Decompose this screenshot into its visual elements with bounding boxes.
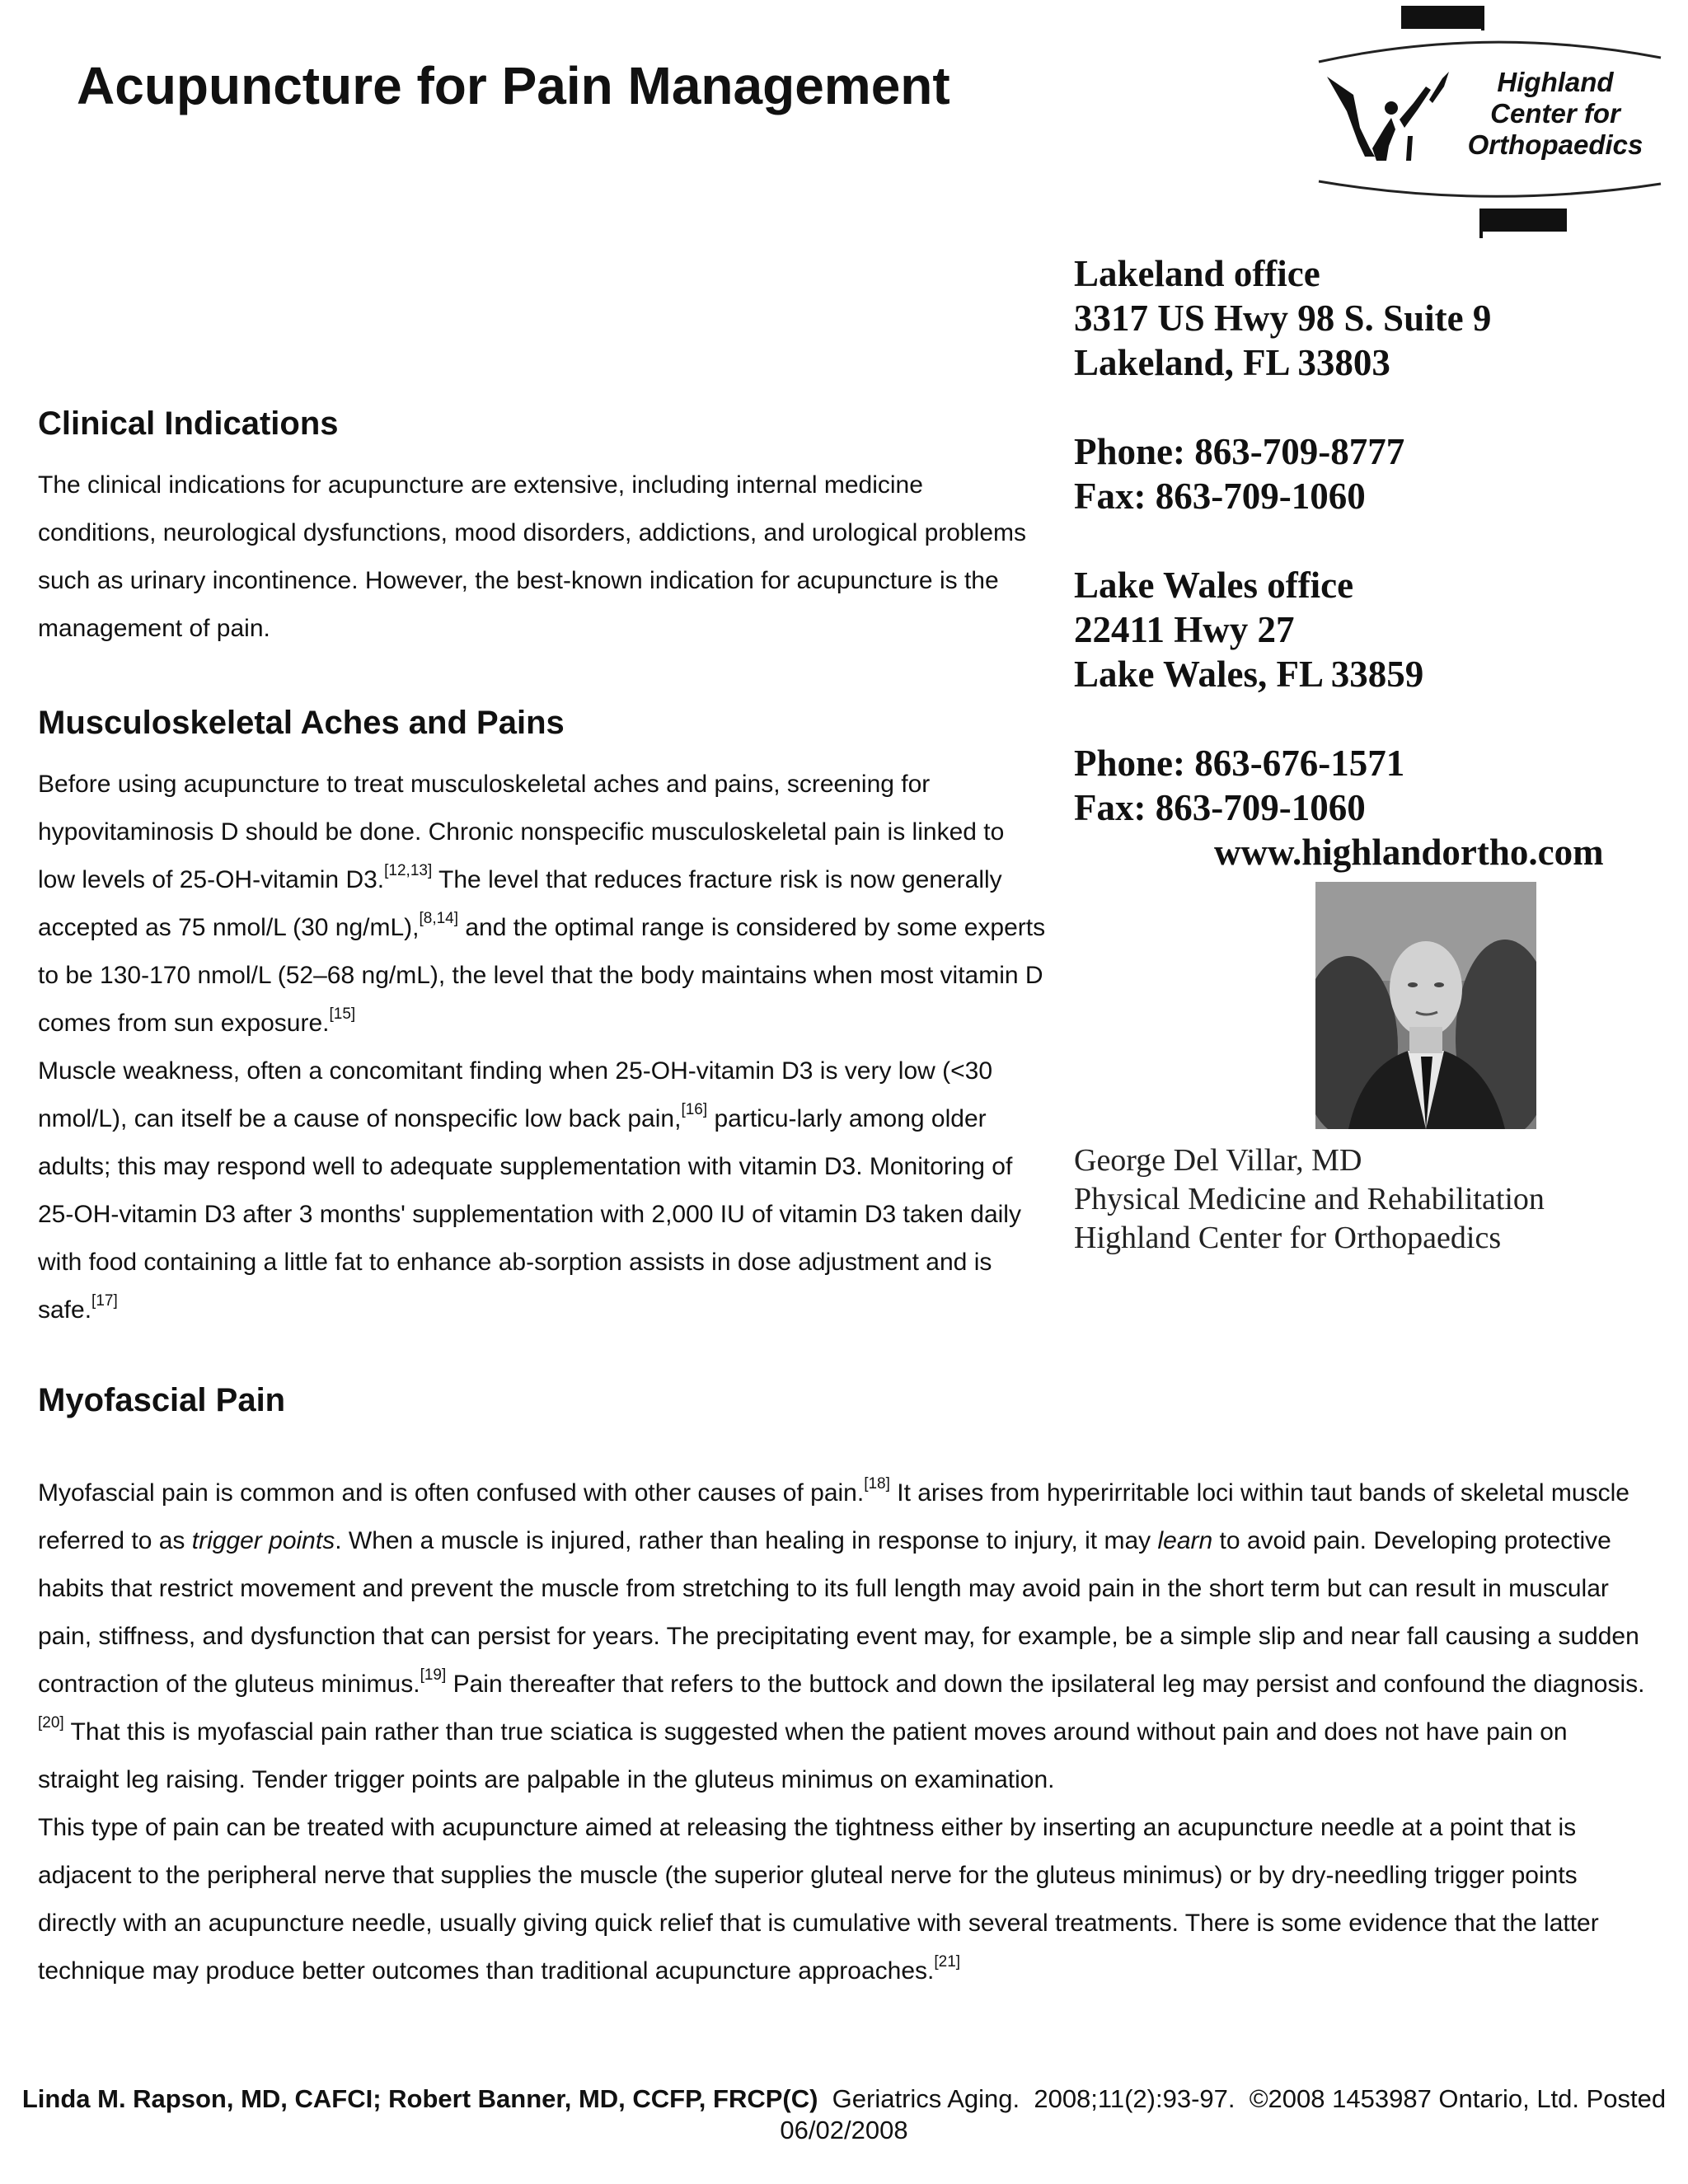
citation-ref: [19] <box>420 1666 447 1684</box>
msk-text-2: The level that reduces fracture risk is now generally accepted as 75 nmol/L (30 ng/mL), <box>38 866 1002 941</box>
msk-text-1: Before using acupuncture to treat musculoskeletal aches and pains, screening for hypovitaminosis D should be done. Chronic nonspecific musculoskeletal pain is linked to low levels of 25-OH-vitamin D3. <box>38 771 1005 893</box>
myo-text-7: This type of pain can be treated with acupuncture aimed at releasing the tightness either by inserting an acupuncture needle at a point that is adjacent to the peripheral nerve that supplies the muscle (the superior gluteal nerve for the gluteus minimus) or by dry-needling trigger points directly with an acupuncture needle, usually giving quick relief that is cumulative with several treatments. There is some evidence that the latter technique may produce better outcomes than traditional acupuncture approaches. <box>38 1814 1599 1985</box>
lakeland-city: Lakeland, FL 33803 <box>1074 342 1390 383</box>
clinical-paragraph: The clinical indications for acupuncture are extensive, including internal medicine conditions, neurological dysfunctions, mood disorders, addictions, and urological problems such as urinary incontinence. However, the best-known indication for acupuncture is the management of pain. <box>38 471 1027 642</box>
citation-ref: [20] <box>38 1713 64 1732</box>
myofascial-heading: Myofascial Pain <box>38 1382 286 1418</box>
lakewales-city: Lake Wales, FL 33859 <box>1074 654 1424 695</box>
myo-text-5: Pain thereafter that refers to the buttock and down the ipsilateral leg may persist and confound the diagnosis. <box>446 1671 1645 1698</box>
myo-text-4: to avoid pain. Developing protective habits that restrict movement and prevent the muscle from stretching to its full length may avoid pain in the short term but can result in muscular pain, stiffness, and dysfunction that can persist for years. The precipitating event may, for example, be a simple slip and near fall causing a sudden contraction of the gluteus minimus. <box>38 1527 1639 1698</box>
myo-emphasis-2: learn <box>1157 1527 1213 1554</box>
citation-ref: [18] <box>864 1474 890 1493</box>
lakeland-fax: Fax: 863-709-1060 <box>1074 476 1366 517</box>
section-musculoskeletal <box>38 703 1048 1334</box>
doctor-photo <box>1315 882 1536 1129</box>
msk-paragraph-1 <box>38 761 1048 1047</box>
citation-ref: [17] <box>91 1291 118 1310</box>
lakeland-street: 3317 US Hwy 98 S. Suite 9 <box>1074 298 1492 339</box>
doctor-bio <box>1074 1141 1545 1258</box>
footer-authors: Linda M. Rapson, MD, CAFCI; Robert Banner, MD, CCFP, FRCP(C) <box>21 2084 818 2113</box>
citation-footer <box>16 2083 1672 2146</box>
logo-line-3: Orthopaedics <box>1467 129 1643 160</box>
lakeland-phone: Phone: 863-709-8777 <box>1074 431 1405 472</box>
citation-ref: [21] <box>934 1952 961 1971</box>
msk-heading: Musculoskeletal Aches and Pains <box>38 705 565 741</box>
doctor-organization: Highland Center for Orthopaedics <box>1074 1221 1502 1255</box>
citation-ref: [12,13] <box>384 861 433 879</box>
silhouette-figure-icon <box>1327 72 1449 161</box>
citation-ref: [15] <box>329 1005 356 1023</box>
msk-paragraph-2 <box>38 1047 1048 1334</box>
myo-text-2: It arises from hyperirritable loci within taut bands of skeletal muscle referred to as <box>38 1479 1629 1554</box>
msk-text-4: Muscle weakness, often a concomitant finding when 25-OH-vitamin D3 is very low (<30 nmol/L), can itself be a cause of nonspecific low back pain, <box>38 1057 993 1132</box>
doctor-portrait-image <box>1315 882 1536 1129</box>
lakewales-office-name: Lake Wales office <box>1074 565 1354 606</box>
page-title: Acupuncture for Pain Management <box>77 56 950 115</box>
office-contact-block <box>1074 251 1604 874</box>
doctor-specialty: Physical Medicine and Rehabilitation <box>1074 1182 1545 1216</box>
myo-emphasis-1: trigger points <box>191 1527 335 1554</box>
myofascial-paragraph-1 <box>38 1469 1652 1804</box>
msk-text-5: particu-larly among older adults; this may respond well to adequate supplementation with vitamin D3. Monitoring of 25-OH-vitamin D3 after 3 months' supplementation with 2,000 IU of vitamin D3 taken daily with food containing a little fat to enhance ab-sorption assists in dose adjustment and is safe. <box>38 1105 1021 1324</box>
citation-ref: [16] <box>681 1100 708 1118</box>
myo-text-3: . When a muscle is injured, rather than healing in response to injury, it may <box>335 1527 1158 1554</box>
lakeland-office-name: Lakeland office <box>1074 253 1320 294</box>
footer-citation: Geriatrics Aging. 2008;11(2):93-97. ©2008 1453987 Ontario, Ltd. Posted 06/02/2008 <box>780 2084 1673 2144</box>
lakewales-fax: Fax: 863-709-1060 <box>1074 787 1366 828</box>
logo <box>1311 4 1665 243</box>
doctor-name: George Del Villar, MD <box>1074 1143 1362 1178</box>
section-myofascial <box>38 1380 1652 1995</box>
citation-ref: [8,14] <box>419 909 459 927</box>
myofascial-paragraph-2 <box>38 1804 1652 1995</box>
section-clinical-indications <box>38 404 1048 653</box>
lakewales-street: 22411 Hwy 27 <box>1074 609 1295 650</box>
myo-text-6: That this is myofascial pain rather than true sciatica is suggested when the patient moves around without pain and does not have pain on straight leg raising. Tender trigger points are palpable in the gluteus minimus on examination. <box>38 1718 1568 1793</box>
logo-text <box>1452 67 1658 161</box>
lakewales-phone: Phone: 863-676-1571 <box>1074 743 1405 784</box>
logo-line-1: Highland <box>1497 67 1614 97</box>
clinical-heading: Clinical Indications <box>38 405 339 442</box>
logo-line-2: Center for <box>1490 98 1620 129</box>
myo-text-1: Myofascial pain is common and is often confused with other causes of pain. <box>38 1479 865 1507</box>
website-link[interactable]: www.highlandortho.com <box>1214 832 1604 873</box>
msk-text-3: and the optimal range is considered by some experts to be 130-170 nmol/L (52–68 ng/mL), the level that the body maintains when most vitamin D comes from sun exposure. <box>38 914 1046 1037</box>
